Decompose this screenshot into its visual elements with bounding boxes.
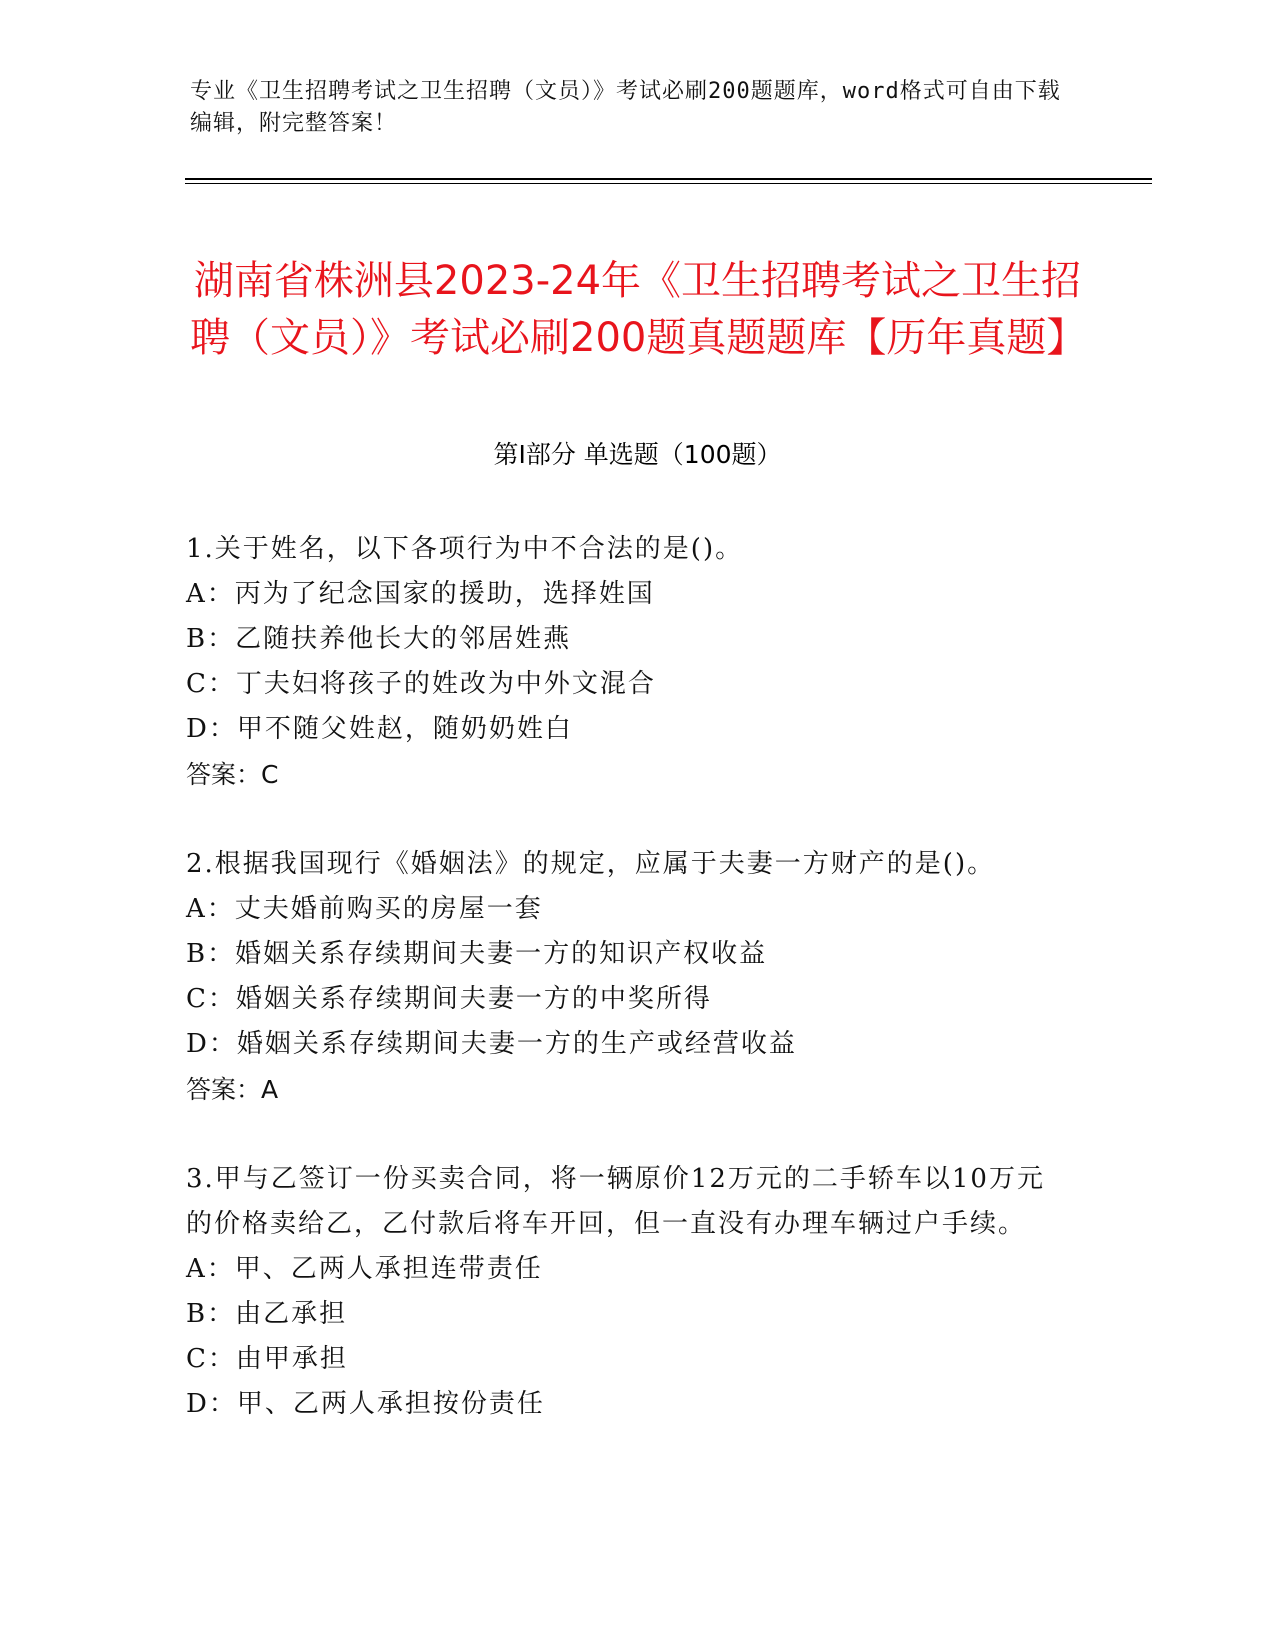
option-a: A：甲、乙两人承担连带责任: [186, 1254, 543, 1284]
option-d: D：甲不随父姓赵，随奶奶姓白: [186, 714, 573, 744]
question-list: [186, 527, 1066, 1472]
option-a: A：丈夫婚前购买的房屋一套: [186, 894, 543, 924]
section-heading: 第I部分 单选题（100题）: [493, 440, 782, 469]
header-rule-thin: [185, 183, 1152, 184]
header-note: 专业《卫生招聘考试之卫生招聘（文员）》考试必刷200题题库，word格式可自由下载编辑，附完整答案！: [190, 79, 1061, 136]
answer-line: 答案：A: [186, 1075, 279, 1104]
option-d: D：甲、乙两人承担按份责任: [186, 1389, 545, 1419]
answer-line: 答案：C: [186, 760, 279, 789]
question-stem: 3.甲与乙签订一份买卖合同，将一辆原价12万元的二手轿车以10万元的价格卖给乙，乙付款后将车开回，但一直没有办理车辆过户手续。: [186, 1164, 1045, 1239]
option-d: D：婚姻关系存续期间夫妻一方的生产或经营收益: [186, 1029, 797, 1059]
header-rule-thick: [185, 178, 1152, 180]
question-1: [186, 527, 1066, 797]
option-a: A：丙为了纪念国家的援助，选择姓国: [186, 579, 655, 609]
question-stem: 1.关于姓名，以下各项行为中不合法的是()。: [186, 534, 744, 564]
document-title: 湖南省株洲县2023-24年《卫生招聘考试之卫生招聘（文员）》考试必刷200题真题题库【历年真题】: [190, 257, 1087, 361]
option-c: C：丁夫妇将孩子的姓改为中外文混合: [186, 669, 656, 699]
question-2: [186, 842, 1066, 1112]
option-b: B：乙随扶养他长大的邻居姓燕: [186, 624, 572, 654]
option-b: B：婚姻关系存续期间夫妻一方的知识产权收益: [186, 939, 768, 969]
option-b: B：由乙承担: [186, 1299, 348, 1329]
option-c: C：婚姻关系存续期间夫妻一方的中奖所得: [186, 984, 712, 1014]
option-c: C：由甲承担: [186, 1344, 348, 1374]
question-3: [186, 1157, 1066, 1427]
question-stem: 2.根据我国现行《婚姻法》的规定，应属于夫妻一方财产的是()。: [186, 849, 996, 879]
